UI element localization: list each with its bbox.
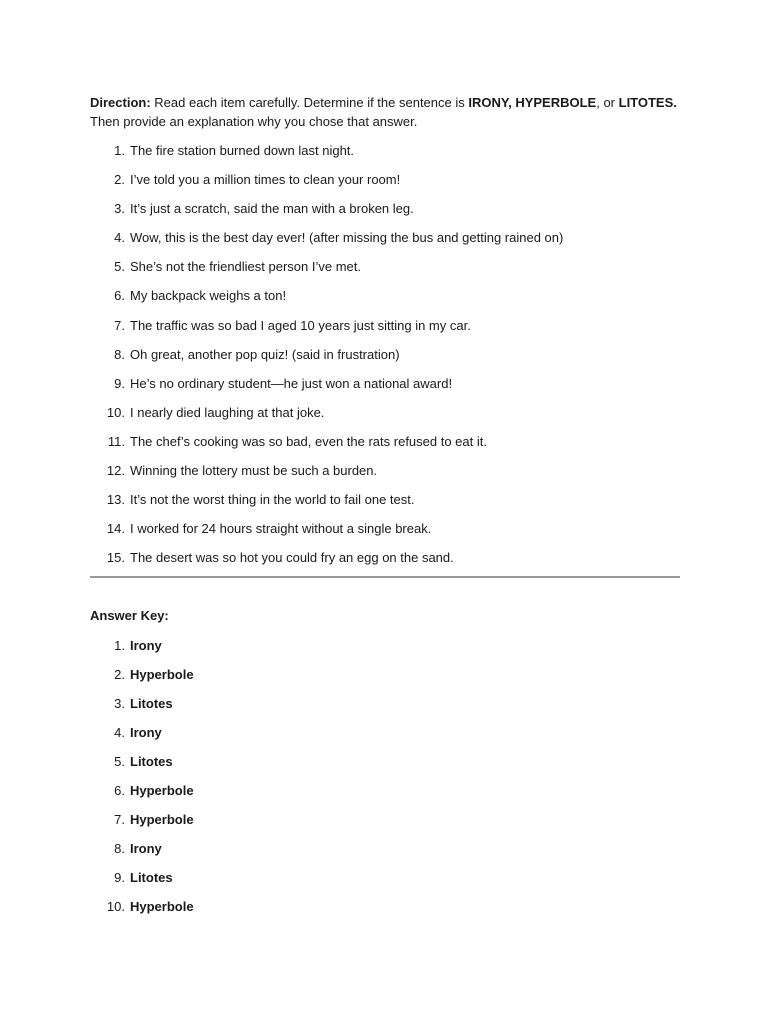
question-text: My backpack weighs a ton! <box>130 288 287 304</box>
answer-number: 9. <box>114 870 125 886</box>
answer-number: 10. <box>106 899 125 915</box>
question-number: 10. <box>106 404 125 420</box>
answer-item <box>90 782 680 811</box>
question-item <box>90 346 680 375</box>
question-item <box>90 549 680 578</box>
answer-text: Litotes <box>130 695 173 711</box>
question-number: 5. <box>114 259 125 275</box>
question-item <box>90 142 680 171</box>
question-number: 1. <box>114 143 125 158</box>
answer-number: 7. <box>114 812 125 828</box>
answer-item <box>90 666 680 695</box>
answer-text: Hyperbole <box>130 782 194 798</box>
answer-number: 2. <box>114 666 125 682</box>
question-item <box>90 404 680 433</box>
question-number: 4. <box>114 230 125 246</box>
question-item <box>90 520 680 549</box>
answer-item <box>90 869 680 898</box>
question-text: Winning the lottery must be such a burden. <box>130 463 378 479</box>
question-text: The fire station burned down last night. <box>130 143 355 158</box>
question-number: 14. <box>106 521 125 537</box>
answer-item <box>90 695 680 724</box>
answer-text: Irony <box>130 724 162 740</box>
answer-number: 4. <box>114 724 125 740</box>
direction-or-text: , or <box>596 95 619 110</box>
answer-text: Hyperbole <box>130 899 194 915</box>
answer-number: 3. <box>114 695 125 711</box>
direction-text-before: Read each item carefully. Determine if the sentence is <box>150 95 469 110</box>
question-text: I worked for 24 hours straight without a single break. <box>130 521 432 537</box>
question-text: Oh great, another pop quiz! (said in frustration) <box>130 346 400 362</box>
question-number: 6. <box>114 288 125 304</box>
question-item <box>90 258 680 287</box>
answer-item <box>90 840 680 869</box>
question-number: 13. <box>106 492 125 508</box>
answer-item <box>90 724 680 753</box>
question-item <box>90 287 680 316</box>
answer-text: Litotes <box>130 753 173 769</box>
question-text: She’s not the friendliest person I’ve met. <box>130 259 361 275</box>
direction-types: IRONY, HYPERBOLE <box>468 95 597 110</box>
question-number: 12. <box>106 463 125 479</box>
question-item <box>90 433 680 462</box>
answer-text: Hyperbole <box>130 812 194 828</box>
question-item <box>90 462 680 491</box>
answer-text: Irony <box>130 841 162 857</box>
question-number: 2. <box>114 172 125 188</box>
direction-litotes: LITOTES. <box>618 95 677 110</box>
answer-item <box>90 898 680 927</box>
question-number: 15. <box>106 550 125 566</box>
answer-text: Litotes <box>130 870 173 886</box>
question-text: The traffic was so bad I aged 10 years just sitting in my car. <box>130 317 471 333</box>
question-item <box>90 491 680 520</box>
question-text: Wow, this is the best day ever! (after missing the bus and getting rained on) <box>130 230 564 246</box>
question-number: 9. <box>114 375 125 391</box>
question-item <box>90 317 680 346</box>
question-number: 11. <box>107 433 125 449</box>
question-list <box>90 142 680 578</box>
answer-item <box>90 637 680 666</box>
answer-number: 8. <box>114 841 125 857</box>
question-number: 7. <box>114 317 125 333</box>
question-text: I’ve told you a million times to clean your room! <box>130 172 401 188</box>
question-text: He’s no ordinary student—he just won a national award! <box>130 375 453 391</box>
question-item <box>90 229 680 258</box>
direction-label: Direction: <box>90 95 151 110</box>
answer-number: 6. <box>114 782 125 798</box>
horizontal-divider <box>90 576 680 578</box>
question-text: It’s not the worst thing in the world to fail one test. <box>130 492 415 508</box>
answer-item <box>90 753 680 782</box>
answer-text: Irony <box>130 637 162 653</box>
answer-number: 5. <box>114 753 125 769</box>
worksheet-page <box>90 93 680 927</box>
question-item <box>90 171 680 200</box>
answer-key-title: Answer Key: <box>90 608 169 624</box>
question-text: The chef’s cooking was so bad, even the rats refused to eat it. <box>130 433 487 449</box>
answer-number: 1. <box>114 637 125 653</box>
direction-paragraph <box>90 93 680 131</box>
question-item <box>90 375 680 404</box>
question-number: 8. <box>114 346 125 362</box>
direction-text-after: Then provide an explanation why you chose that answer. <box>90 114 418 129</box>
question-text: The desert was so hot you could fry an egg on the sand. <box>130 550 454 566</box>
question-text: It’s just a scratch, said the man with a broken leg. <box>130 201 414 217</box>
answer-item <box>90 811 680 840</box>
answer-text: Hyperbole <box>130 666 194 682</box>
question-text: I nearly died laughing at that joke. <box>130 404 325 420</box>
question-number: 3. <box>114 201 125 217</box>
answer-key-list <box>90 637 680 928</box>
question-item <box>90 200 680 229</box>
